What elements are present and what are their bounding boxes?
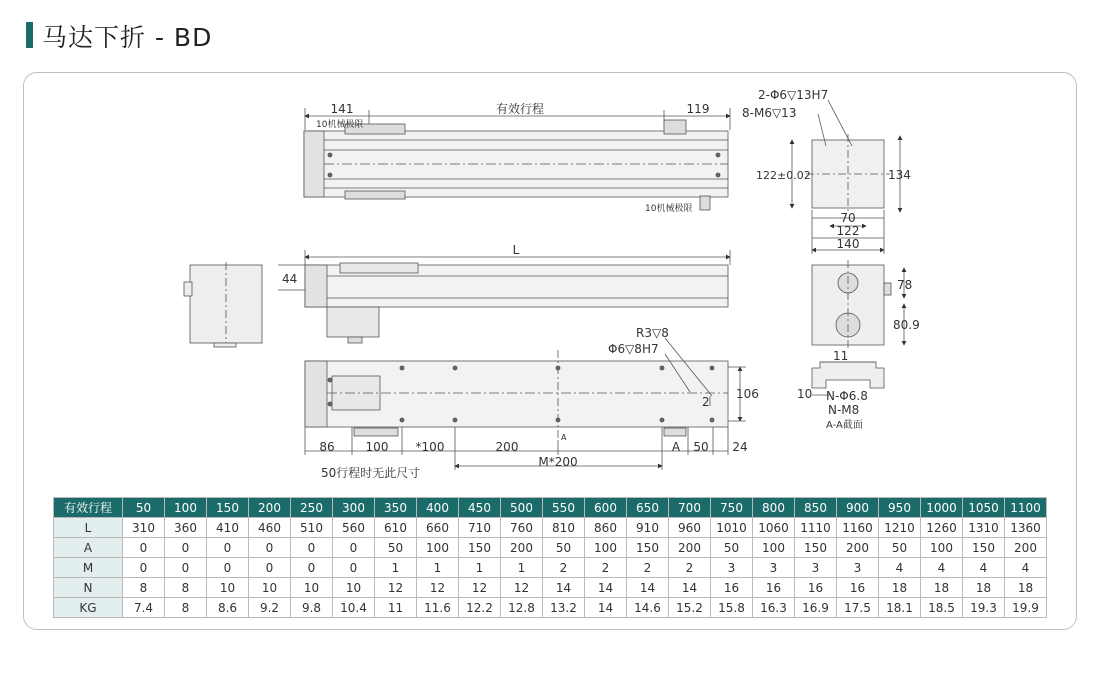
- column-header: 1100: [1005, 498, 1047, 518]
- table-cell: 360: [165, 518, 207, 538]
- end-dim-outer-height: 134: [888, 168, 911, 182]
- table-cell: 0: [249, 538, 291, 558]
- top-view: [304, 108, 730, 210]
- top-stroke-label: 有效行程: [495, 102, 545, 116]
- table-cell: 760: [501, 518, 543, 538]
- table-cell: 150: [459, 538, 501, 558]
- table-cell: 7.4: [123, 598, 165, 618]
- table-cell: 10.4: [333, 598, 375, 618]
- column-header: 350: [375, 498, 417, 518]
- end-hole-spec-2: 8-M6▽13: [742, 106, 797, 120]
- motor-side-box: [184, 262, 262, 347]
- table-cell: 200: [837, 538, 879, 558]
- table-cell: 18: [963, 578, 1005, 598]
- row-label: M: [54, 558, 123, 578]
- end-dim-140: 140: [836, 237, 860, 251]
- table-cell: 810: [543, 518, 585, 538]
- table-cell: 10: [333, 578, 375, 598]
- table-cell: 610: [375, 518, 417, 538]
- column-header: 500: [501, 498, 543, 518]
- table-cell: 100: [417, 538, 459, 558]
- table-cell: 1: [459, 558, 501, 578]
- table-cell: 12.8: [501, 598, 543, 618]
- column-header: 1000: [921, 498, 963, 518]
- table-cell: 4: [879, 558, 921, 578]
- table-cell: 0: [291, 558, 333, 578]
- table-cell: 1: [417, 558, 459, 578]
- table-cell: 8.6: [207, 598, 249, 618]
- table-header-row: [54, 498, 1047, 518]
- table-cell: 15.2: [669, 598, 711, 618]
- table-cell: 0: [165, 558, 207, 578]
- table-cell: 960: [669, 518, 711, 538]
- table-cell: 19.9: [1005, 598, 1047, 618]
- bottom-dim-200: 200: [495, 440, 519, 454]
- table-cell: 1: [375, 558, 417, 578]
- column-header: 450: [459, 498, 501, 518]
- column-header: 250: [291, 498, 333, 518]
- bottom-dim-100: 100: [365, 440, 389, 454]
- table-cell: 3: [837, 558, 879, 578]
- table-cell: 18: [879, 578, 921, 598]
- table-cell: 18: [921, 578, 963, 598]
- column-header: 850: [795, 498, 837, 518]
- table-cell: 3: [795, 558, 837, 578]
- table-cell: 18.5: [921, 598, 963, 618]
- table-cell: 10: [291, 578, 333, 598]
- table-cell: 11.6: [417, 598, 459, 618]
- bottom-note-50: 50行程时无此尺寸: [321, 466, 421, 480]
- table-cell: 0: [165, 538, 207, 558]
- side-dim-44: 44: [282, 272, 298, 286]
- end-hole-spec-1: 2-Φ6▽13H7: [758, 88, 829, 102]
- table-cell: 860: [585, 518, 627, 538]
- table-cell: 0: [207, 558, 249, 578]
- table-cell: 9.8: [291, 598, 333, 618]
- table-cell: 50: [543, 538, 585, 558]
- table-cell: 4: [1005, 558, 1047, 578]
- end-dim-122: 122: [836, 224, 860, 238]
- table-cell: 3: [753, 558, 795, 578]
- table-cell: 4: [921, 558, 963, 578]
- table-cell: 50: [711, 538, 753, 558]
- row-label: N: [54, 578, 123, 598]
- spec-table: [53, 497, 1047, 618]
- table-row: [54, 518, 1047, 538]
- bottom-dim-86: 86: [319, 440, 335, 454]
- table-cell: 16: [795, 578, 837, 598]
- table-cell: 1010: [711, 518, 753, 538]
- table-cell: 100: [585, 538, 627, 558]
- table-cell: 200: [669, 538, 711, 558]
- end-dim-70: 70: [840, 211, 856, 225]
- column-header: 50: [123, 498, 165, 518]
- table-cell: 150: [963, 538, 1005, 558]
- row-label: 有效行程: [54, 498, 123, 518]
- column-header: 750: [711, 498, 753, 518]
- column-header: 400: [417, 498, 459, 518]
- table-cell: 12: [459, 578, 501, 598]
- table-cell: 16: [837, 578, 879, 598]
- table-cell: 200: [501, 538, 543, 558]
- column-header: 700: [669, 498, 711, 518]
- column-header: 300: [333, 498, 375, 518]
- table-cell: 150: [627, 538, 669, 558]
- table-cell: 1060: [753, 518, 795, 538]
- table-row: [54, 538, 1047, 558]
- column-header: 200: [249, 498, 291, 518]
- section-thread-n: N-M8: [828, 403, 860, 417]
- table-cell: 200: [1005, 538, 1047, 558]
- table-cell: 510: [291, 518, 333, 538]
- table-cell: 2: [669, 558, 711, 578]
- table-cell: 710: [459, 518, 501, 538]
- table-cell: 660: [417, 518, 459, 538]
- section-caption: A-A截面: [826, 420, 863, 431]
- table-cell: 1360: [1005, 518, 1047, 538]
- table-cell: 18.1: [879, 598, 921, 618]
- bottom-dim-50: 50: [693, 440, 709, 454]
- table-cell: 560: [333, 518, 375, 538]
- table-cell: 10: [207, 578, 249, 598]
- table-cell: 12: [375, 578, 417, 598]
- top-limit-label-left: 10机械极限: [316, 120, 364, 130]
- table-cell: 0: [249, 558, 291, 578]
- table-cell: 8: [123, 578, 165, 598]
- section-dim-10: 10: [797, 387, 813, 401]
- table-row: [54, 558, 1047, 578]
- table-cell: 1210: [879, 518, 921, 538]
- table-cell: 0: [207, 538, 249, 558]
- top-left-dim: 141: [330, 102, 354, 116]
- table-cell: 8: [165, 578, 207, 598]
- column-header: 100: [165, 498, 207, 518]
- table-cell: 16.3: [753, 598, 795, 618]
- row-label: L: [54, 518, 123, 538]
- table-cell: 100: [921, 538, 963, 558]
- table-cell: 14: [585, 598, 627, 618]
- table-cell: 12.2: [459, 598, 501, 618]
- bottom-dim-star-100: *100: [415, 440, 445, 454]
- bottom-dim-A: A: [671, 440, 681, 454]
- column-header: 900: [837, 498, 879, 518]
- table-cell: 100: [753, 538, 795, 558]
- bottom-dim-m200: M*200: [538, 455, 578, 469]
- table-cell: 410: [207, 518, 249, 538]
- column-header: 650: [627, 498, 669, 518]
- table-cell: 460: [249, 518, 291, 538]
- page-title: 马达下折 - BD: [42, 23, 213, 52]
- table-cell: 12: [501, 578, 543, 598]
- table-cell: 11: [375, 598, 417, 618]
- end-dim-78: 78: [897, 278, 913, 292]
- table-cell: 14: [627, 578, 669, 598]
- end-view-mid: [812, 260, 904, 350]
- section-dim-11: 11: [833, 349, 849, 363]
- column-header: 950: [879, 498, 921, 518]
- column-header: 550: [543, 498, 585, 518]
- table-cell: 18: [1005, 578, 1047, 598]
- table-cell: 0: [123, 558, 165, 578]
- table-cell: 14: [669, 578, 711, 598]
- end-dim-inner-height: 122±0.02: [756, 169, 811, 182]
- table-cell: 2: [543, 558, 585, 578]
- row-label: KG: [54, 598, 123, 618]
- table-cell: 16.9: [795, 598, 837, 618]
- table-cell: 1: [501, 558, 543, 578]
- table-cell: 4: [963, 558, 1005, 578]
- column-header: 600: [585, 498, 627, 518]
- row-label: A: [54, 538, 123, 558]
- table-cell: 0: [333, 558, 375, 578]
- bottom-hole-spec: Φ6▽8H7: [608, 342, 659, 356]
- bottom-r-spec: R3▽8: [636, 326, 669, 340]
- table-cell: 2: [585, 558, 627, 578]
- table-cell: 1160: [837, 518, 879, 538]
- table-cell: 3: [711, 558, 753, 578]
- column-header: 1050: [963, 498, 1005, 518]
- section-hole-n: N-Φ6.8: [826, 389, 868, 403]
- table-cell: 12: [417, 578, 459, 598]
- table-cell: 310: [123, 518, 165, 538]
- table-cell: 17.5: [837, 598, 879, 618]
- end-dim-80-9: 80.9: [893, 318, 920, 332]
- table-cell: 1310: [963, 518, 1005, 538]
- table-cell: 10: [249, 578, 291, 598]
- table-cell: 14.6: [627, 598, 669, 618]
- bottom-dim-2: 2: [702, 395, 710, 409]
- table-cell: 150: [795, 538, 837, 558]
- top-right-dim: 119: [686, 102, 710, 116]
- table-cell: 16: [753, 578, 795, 598]
- table-cell: 50: [879, 538, 921, 558]
- table-cell: 1110: [795, 518, 837, 538]
- table-cell: 910: [627, 518, 669, 538]
- table-cell: 0: [291, 538, 333, 558]
- table-row: [54, 598, 1047, 618]
- table-cell: 1260: [921, 518, 963, 538]
- side-length-label: L: [512, 243, 520, 257]
- table-row: [54, 578, 1047, 598]
- table-cell: 0: [123, 538, 165, 558]
- table-cell: 50: [375, 538, 417, 558]
- bottom-dim-24: 24: [732, 440, 748, 454]
- table-cell: 16: [711, 578, 753, 598]
- column-header: 150: [207, 498, 249, 518]
- table-cell: 14: [543, 578, 585, 598]
- table-cell: 0: [333, 538, 375, 558]
- table-cell: 2: [627, 558, 669, 578]
- table-cell: 9.2: [249, 598, 291, 618]
- table-cell: 19.3: [963, 598, 1005, 618]
- table-cell: 8: [165, 598, 207, 618]
- table-cell: 13.2: [543, 598, 585, 618]
- table-cell: 14: [585, 578, 627, 598]
- table-cell: 15.8: [711, 598, 753, 618]
- bottom-section-mark: A: [561, 433, 567, 442]
- top-limit-label-right: 10机械极限: [645, 204, 693, 214]
- column-header: 800: [753, 498, 795, 518]
- bottom-dim-106: 106: [736, 387, 759, 401]
